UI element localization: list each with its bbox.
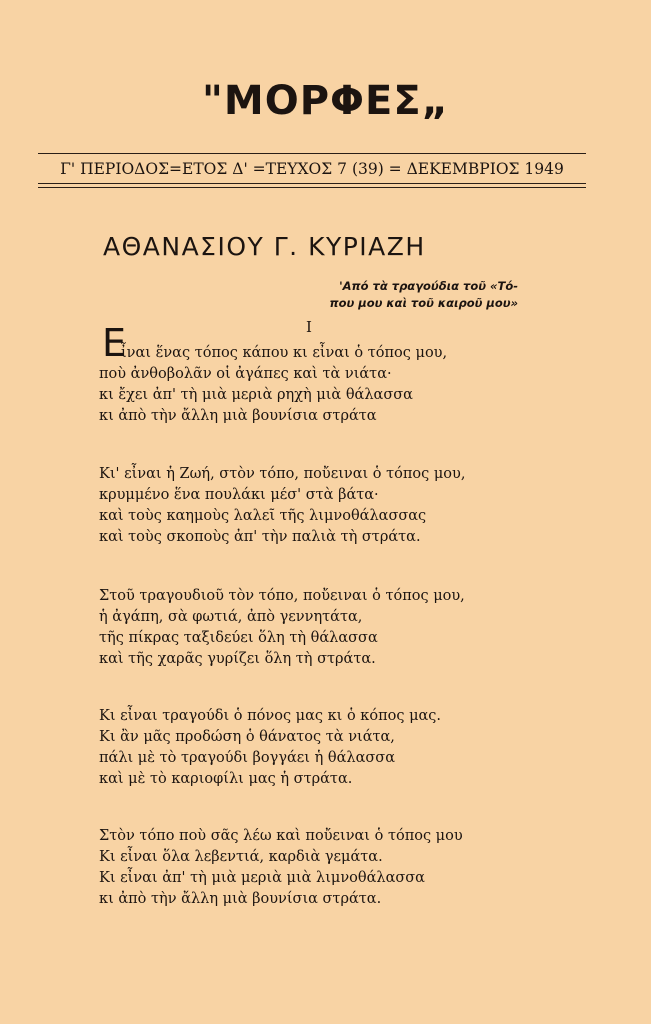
verse-line: καὶ τοὺς καημοὺς λαλεῖ τῆς λιμνοθάλασσας: [99, 508, 427, 524]
section-numeral: I: [306, 318, 312, 336]
issue-line: Γ' ΠΕΡΙΟΔΟΣ=ΕΤΟΣ Δ' =ΤΕΥΧΟΣ 7 (39) = ΔΕΚΕΜΒΡΙΟΣ 1949: [60, 160, 564, 178]
verse-line: πάλι μὲ τὸ τραγούδι βογγάει ἡ θάλασσα: [99, 750, 395, 766]
stanza: [99, 706, 441, 790]
verse-line: καὶ τοὺς σκοποὺς ἀπ' τὴν παλιὰ τὴ στράτα.: [99, 529, 421, 545]
stanza: [99, 464, 465, 548]
verse-line: Κι ἂν μᾶς προδώση ὁ θάνατος τὰ νιάτα,: [99, 729, 395, 745]
verse-line: καὶ τῆς χαρᾶς γυρίζει ὅλη τὴ στράτα.: [99, 651, 376, 667]
magazine-title: "ΜΟΡΦΕΣ„: [202, 78, 449, 124]
verse-line: κι ἔχει ἀπ' τὴ μιὰ μεριὰ ρηχὴ μιὰ θάλασσα: [99, 387, 413, 403]
verse-line: ἶναι ἕνας τόπος κάπου κι εἶναι ὁ τόπος μου,: [121, 345, 448, 361]
header-rule-bottom: [38, 183, 586, 184]
verse-line: κρυμμένο ἕνα πουλάκι μέσ' στὰ βάτα·: [99, 487, 379, 503]
verse-line: κι ἀπὸ τὴν ἄλλη μιὰ βουνίσια στράτα.: [99, 891, 382, 907]
stanza: [99, 826, 463, 910]
header-rule-bottom-double: [38, 187, 586, 188]
stanza: [99, 343, 447, 427]
subtitle-line: που μου καὶ τοῦ καιροῦ μου»: [329, 296, 518, 310]
drop-cap: Ε: [102, 321, 127, 365]
verse-line: κι ἀπὸ τὴν ἄλλη μιὰ βουνίσια στράτα: [99, 408, 377, 424]
poem-author: ΑΘΑΝΑΣΙΟΥ Γ. ΚΥΡΙΑΖΗ: [103, 232, 426, 261]
verse-line: Στοῦ τραγουδιοῦ τὸν τόπο, ποὔειναι ὁ τόπος μου,: [99, 588, 465, 604]
verse-line: Κι εἶναι ὅλα λεβεντιά, καρδιὰ γεμάτα.: [99, 849, 383, 865]
header-rule-top: [38, 153, 586, 154]
verse-line: καὶ μὲ τὸ καριοφίλι μας ἡ στράτα.: [99, 771, 353, 787]
verse-line: ποὺ ἀνθοβολᾶν οἱ ἀγάπες καὶ τὰ νιάτα·: [99, 366, 392, 382]
subtitle-line: 'Από τὰ τραγούδια τοῦ «Τό-: [339, 279, 518, 293]
verse-line: Κι εἶναι τραγούδι ὁ πόνος μας κι ὁ κόπος μας.: [99, 708, 442, 724]
verse-line: Κι' εἶναι ἡ Ζωή, στὸν τόπο, ποὔειναι ὁ τόπος μου,: [99, 466, 466, 482]
poem-subtitle: [290, 278, 518, 312]
stanza: [99, 586, 465, 670]
verse-line: τῆς πίκρας ταξιδεύει ὅλη τὴ θάλασσα: [99, 630, 378, 646]
verse-line: ἡ ἀγάπη, σὰ φωτιά, ἀπὸ γεννητάτα,: [99, 609, 363, 625]
verse-line: Στὸν τόπο ποὺ σᾶς λέω καὶ ποὔειναι ὁ τόπος μου: [99, 828, 463, 844]
verse-line: Κι εἶναι ἀπ' τὴ μιὰ μεριὰ μιὰ λιμνοθάλασσα: [99, 870, 425, 886]
